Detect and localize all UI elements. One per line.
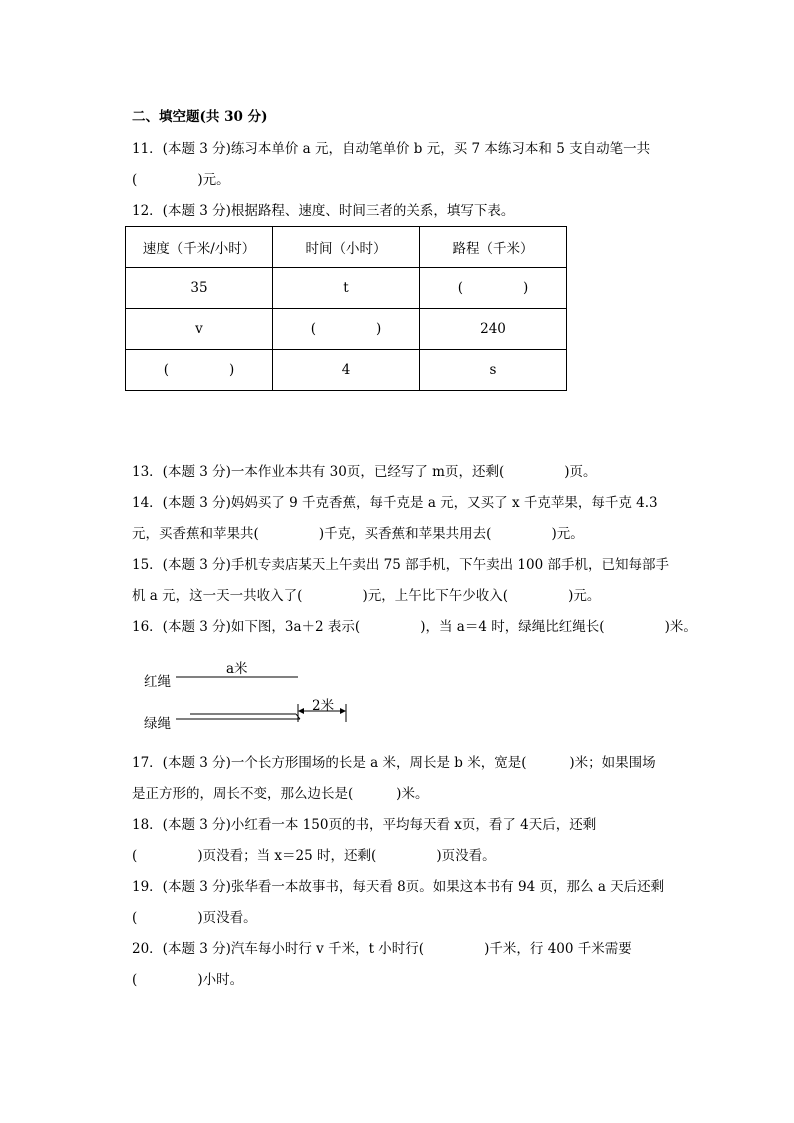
q13-line1: 13．(本题 3 分)一本作业本共有 30页，已经写了 m页，还剩( )页。 — [132, 464, 597, 480]
table-row — [126, 309, 567, 350]
q16-line1: 16．(本题 3 分)如下图，3a＋2 表示( )，当 a＝4 时，绿绳比红绳长( )米。 — [132, 619, 697, 635]
two-meter-label: 2米 — [312, 698, 335, 714]
q19-line2: ( )页没看。 — [132, 910, 257, 926]
red-rope-label: 红绳 — [144, 674, 171, 690]
table-cell: 240 — [420, 309, 567, 350]
q14-line1: 14．(本题 3 分)妈妈买了 9 千克香蕉，每千克是 a 元，又买了 x 千克苹果，每千克 4.3 — [132, 495, 658, 511]
arrowhead-right — [340, 708, 346, 714]
q17-line2: 是正方形的，周长不变，那么边长是( )米。 — [132, 786, 429, 802]
q14-line2: 元，买香蕉和苹果共( )千克，买香蕉和苹果共用去( )元。 — [132, 526, 584, 542]
table-header-row — [126, 227, 567, 268]
q15-line1: 15．(本题 3 分)手机专卖店某天上午卖出 75 部手机，下午卖出 100 部手机，已知每部手 — [132, 557, 669, 573]
table-cell: v — [126, 309, 273, 350]
table-row — [126, 350, 567, 391]
table-cell: t — [273, 268, 420, 309]
table-cell: 35 — [126, 268, 273, 309]
arrowhead-left — [298, 708, 304, 714]
table-header-cell: 路程（千米） — [420, 227, 567, 268]
table-cell: 4 — [273, 350, 420, 391]
rope-lines-svg — [140, 656, 370, 736]
q18-line2: ( )页没看；当 x＝25 时，还剩( )页没看。 — [132, 848, 496, 864]
q15-line2: 机 a 元，这一天一共收入了( )元，上午比下午少收入( )元。 — [132, 588, 601, 604]
table-cell: ( ) — [273, 309, 420, 350]
q20-line2: ( )小时。 — [132, 972, 244, 988]
speed-time-distance-table — [125, 226, 567, 391]
q18-line1: 18．(本题 3 分)小红看一本 150页的书，平均每天看 x页，看了 4天后，还剩 — [132, 817, 597, 833]
table-cell: ( ) — [126, 350, 273, 391]
table-row — [126, 268, 567, 309]
section-title: 二、填空题(共 30 分) — [132, 109, 268, 125]
table-header-cell: 时间（小时） — [273, 227, 420, 268]
q12-line1: 12．(本题 3 分)根据路程、速度、时间三者的关系，填写下表。 — [132, 203, 515, 219]
green-rope-label: 绿绳 — [144, 716, 171, 732]
q17-line1: 17．(本题 3 分)一个长方形围场的长是 a 米，周长是 b 米，宽是( )米；如果围场 — [132, 755, 656, 771]
q20-line1: 20．(本题 3 分)汽车每小时行 v 千米，t 小时行( )千米，行 400 千米需要 — [132, 941, 632, 957]
q11-line2: ( )元。 — [132, 172, 230, 188]
q11-line1: 11．(本题 3 分)练习本单价 a 元，自动笔单价 b 元，买 7 本练习本和 5 支自动笔一共 — [132, 141, 651, 157]
q19-line1: 19．(本题 3 分)张华看一本故事书，每天看 8页。如果这本书有 94 页，那么 a 天后还剩 — [132, 879, 665, 895]
a-meter-label: a米 — [226, 661, 248, 677]
rope-diagram — [140, 656, 370, 736]
table-header-cell: 速度（千米/小时） — [126, 227, 273, 268]
table-cell: s — [420, 350, 567, 391]
table-cell: ( ) — [420, 268, 567, 309]
